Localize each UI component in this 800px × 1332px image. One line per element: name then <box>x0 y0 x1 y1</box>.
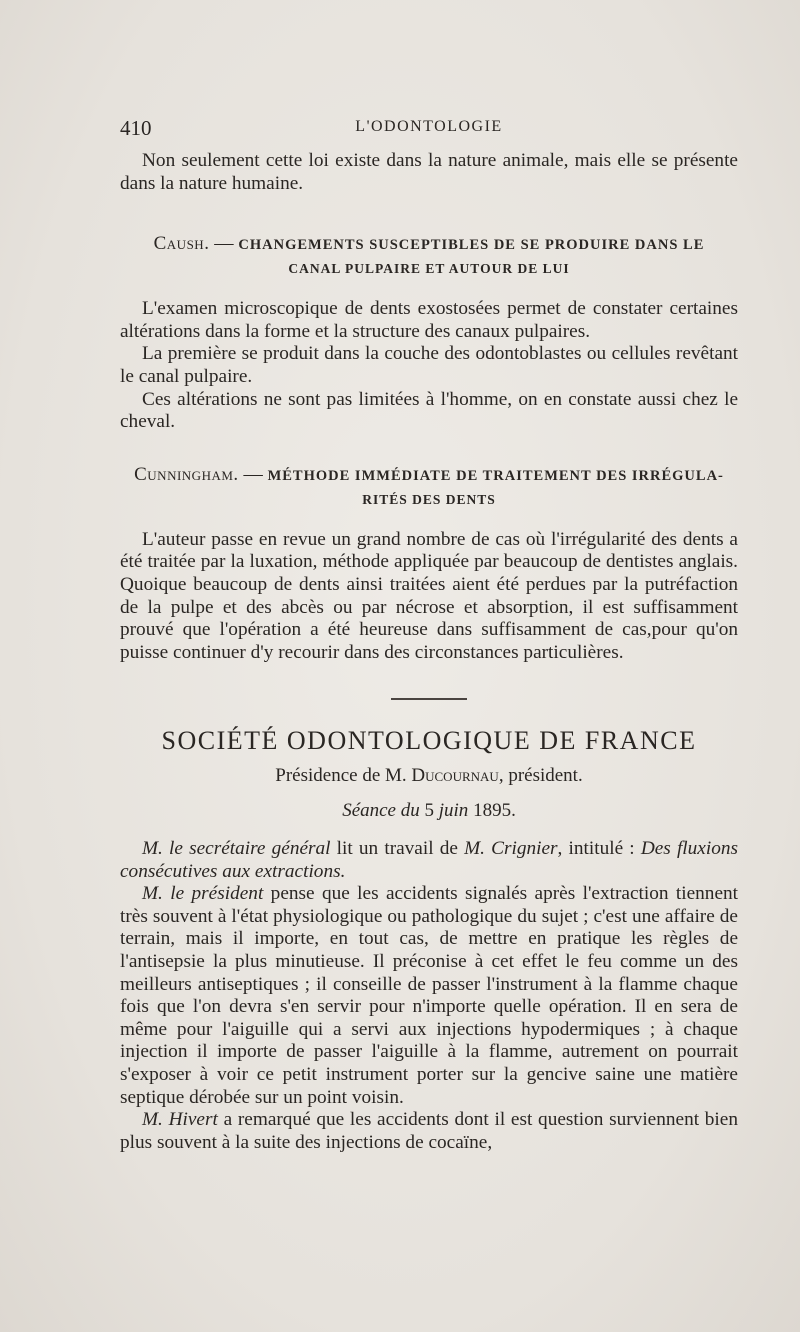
text-run: lit un travail de <box>330 838 465 860</box>
speaker-name: M. le président <box>142 883 264 905</box>
text-run: , intitulé : <box>557 838 641 860</box>
section-heading-cunningham <box>120 464 738 511</box>
section-author: Cunningham. <box>134 463 239 485</box>
section-title-line2: RITÉS DES DENTS <box>362 491 496 507</box>
text-run: pense que les accidents signalés après l'extraction tiennent très souvent à l'état physiologique ou pathologique du sujet ; c'est une affaire de terrain, mais il importe, en tout cas, de mettre en pratique les règles de l'antisepsie la plus minutieuse. Il préconise à cet effet le feu comme un des meilleurs antiseptiques ; il conseille de passer l'instrument à la flamme chaque fois que l'on devra s'en servir pour n'importe quelle opération. Il en sera de même pour l'aiguille qui a servi aux injections hypodermiques ; à chaque injection il importe de passer l'aiguille à la flamme, autrement on pourrait s'exposer à voir ce petit instrument porter sur la gencive saine une matière septique dérobée sur un point voisin. <box>120 883 739 1108</box>
minutes-paragraph-3 <box>120 1109 738 1154</box>
speaker-name: M. Hivert <box>142 1109 218 1131</box>
text-run: a remarqué que les accidents dont il est question surviennent bien plus souvent à la suite des injections de cocaïne, <box>120 1109 738 1153</box>
page-number: 410 <box>120 116 152 140</box>
speaker-name: M. le secrétaire général <box>142 838 331 860</box>
page-body <box>120 150 738 1154</box>
section-title-line2: CANAL PULPAIRE ET AUTOUR DE LUI <box>288 261 570 277</box>
section-divider <box>120 698 738 700</box>
seance-month: juin <box>434 799 474 821</box>
presidence-line <box>120 765 738 788</box>
caush-paragraph-2: La première se produit dans la couche des odontoblastes ou cellules revêtant le canal pulpaire. <box>120 343 738 387</box>
seance-year: 1895. <box>473 799 516 821</box>
caush-paragraph-1: L'examen microscopique de dents exostosées permet de constater certaines altérations dans la forme et la structure des canaux pulpaires. <box>120 298 738 342</box>
intro-paragraph: Non seulement cette loi existe dans la nature animale, mais elle se présente dans la nature humaine. <box>120 150 738 194</box>
minutes-paragraph-2 <box>120 883 738 1109</box>
heading-dash: — <box>209 233 239 255</box>
author-name: M. Crignier <box>464 838 558 860</box>
seance-label: Séance du <box>342 799 425 821</box>
divider-rule <box>391 698 467 700</box>
work-title: Des fluxions consécutives aux extractions. <box>120 838 739 882</box>
cunningham-paragraph: L'auteur passe en revue un grand nombre de cas où l'irrégularité des dents a été traitée par la luxation, méthode appliquée par beaucoup de dentistes anglais. Quoique beaucoup de dents ainsi traitées aient été perdues par la putréfaction de la pulpe et des abcès ou par nécrose et absorption, il est suffisamment prouvé que l'opération a été heureuse dans suffisamment de cas,pour qu'on puisse continuer d'y recourir dans des circonstances particulières. <box>120 528 738 663</box>
section-author: Caush. <box>153 233 210 255</box>
seance-day: 5 <box>424 799 434 821</box>
minutes-paragraph-1 <box>120 838 738 883</box>
section-title-line1: CHANGEMENTS SUSCEPTIBLES DE SE PRODUIRE DANS LE <box>238 237 705 254</box>
seance-date <box>120 800 738 823</box>
page-header <box>120 116 738 146</box>
heading-dash: — <box>238 463 268 485</box>
section-heading-caush <box>120 233 738 280</box>
section-title-line1: MÉTHODE IMMÉDIATE DE TRAITEMENT DES IRRÉGULA- <box>267 467 724 484</box>
caush-paragraph-3: Ces altérations ne sont pas limitées à l'homme, on en constate aussi chez le cheval. <box>120 388 738 433</box>
running-head: L'ODONTOLOGIE <box>355 118 503 135</box>
presidence-suffix: , président. <box>498 764 583 786</box>
society-title: SOCIÉTÉ ODONTOLOGIQUE DE FRANCE <box>161 726 697 756</box>
presidence-prefix: Présidence de M. <box>275 764 412 786</box>
president-name: Ducournau <box>411 764 499 786</box>
